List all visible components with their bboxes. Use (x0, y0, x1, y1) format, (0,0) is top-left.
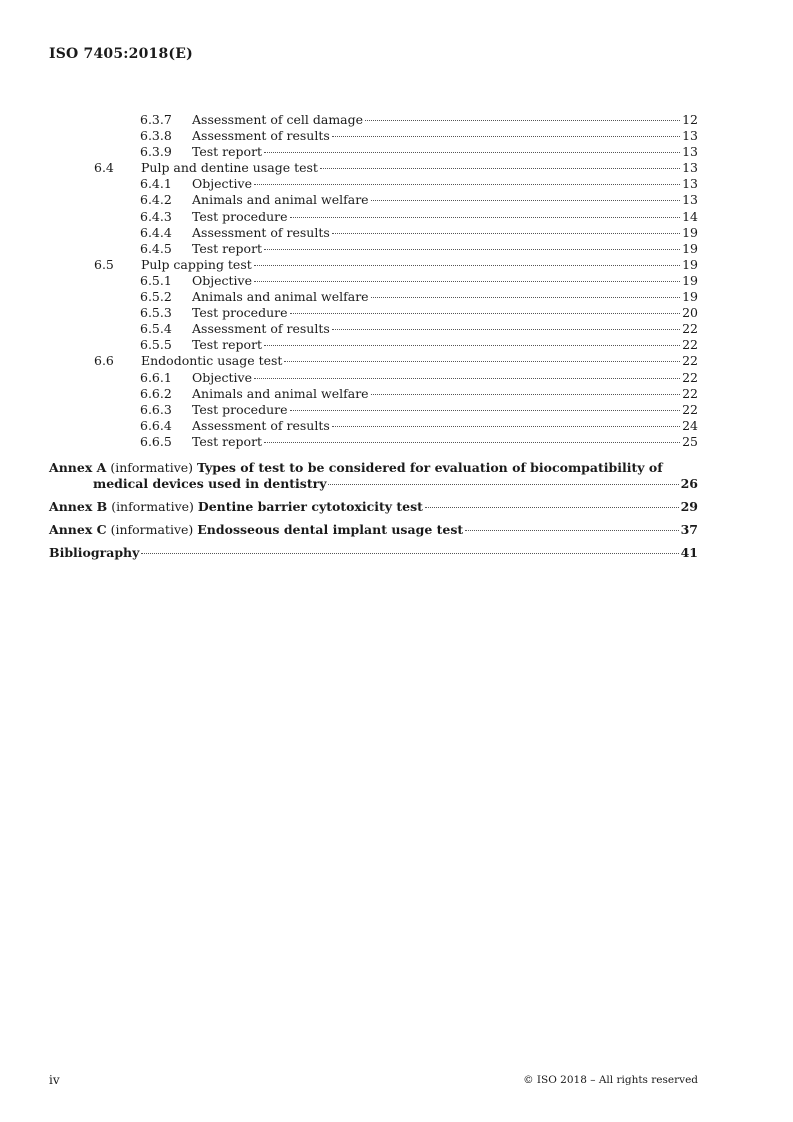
annex-c-label: Annex C (49, 522, 107, 538)
leader-dots (320, 168, 680, 169)
toc-entry-number: 6.4.3 (140, 208, 172, 224)
toc-entry-number: 6.4.2 (140, 192, 172, 208)
annex-a-label: Annex A (49, 459, 107, 475)
toc-entry-6-5-2[interactable] (49, 289, 698, 305)
footer-page-number: iv (49, 1073, 60, 1087)
toc-entry-title: Assessment of results (192, 417, 330, 433)
toc-entry-number: 6.6 (94, 353, 114, 369)
toc-entry-6-4[interactable] (49, 160, 698, 176)
annex-c-title: Endosseous dental implant usage test (197, 522, 464, 538)
annex-a-kind: (informative) (110, 459, 194, 475)
toc-entry-number: 6.3.7 (140, 112, 172, 127)
toc-entry-page: 19 (682, 224, 698, 240)
toc-entry-number: 6.6.5 (140, 433, 172, 449)
leader-dots (290, 410, 681, 411)
toc-entry-page: 13 (682, 160, 698, 176)
toc-entry-6-6-1[interactable] (49, 370, 698, 386)
bibliography-title: Bibliography (49, 545, 140, 561)
leader-dots (290, 313, 681, 314)
toc-entry-number: 6.5.5 (140, 337, 172, 353)
footer-copyright: © ISO 2018 – All rights reserved (523, 1074, 698, 1086)
toc-entry-title: Assessment of results (192, 321, 330, 337)
toc-entry-page: 13 (682, 144, 698, 160)
annex-c-page: 37 (680, 522, 698, 538)
toc-entry-6-5-5[interactable] (49, 337, 698, 353)
toc-entry-number: 6.5.4 (140, 321, 172, 337)
toc-entry-6-6-3[interactable] (49, 402, 698, 418)
leader-dots (365, 120, 680, 121)
toc-entry-6-5-4[interactable] (49, 321, 698, 337)
toc-entry-page: 12 (682, 112, 698, 127)
toc-entry-6-6-2[interactable] (49, 386, 698, 402)
toc-entry-6-4-4[interactable] (49, 225, 698, 241)
toc-entry-title: Pulp and dentine usage test (141, 160, 318, 176)
toc-entry-6-6[interactable] (49, 353, 698, 369)
leader-dots (141, 553, 678, 554)
toc-entry-number: 6.6.1 (140, 369, 172, 385)
toc-entry-page: 20 (682, 305, 698, 321)
leader-dots (332, 426, 680, 427)
annex-list (49, 453, 698, 561)
leader-dots (254, 378, 680, 379)
toc-annex-c[interactable] (49, 522, 698, 538)
toc-entry-6-3-7[interactable] (49, 112, 698, 128)
toc-entry-page: 13 (682, 176, 698, 192)
toc-annex-b[interactable] (49, 499, 698, 515)
toc-entry-title: Animals and animal welfare (192, 192, 369, 208)
toc-entry-title: Endodontic usage test (141, 353, 283, 369)
annex-b-page: 29 (680, 499, 698, 515)
toc-entry-number: 6.4 (94, 160, 114, 176)
toc-bibliography[interactable] (49, 545, 698, 561)
leader-dots (425, 507, 679, 508)
toc-entry-6-4-5[interactable] (49, 241, 698, 257)
toc-entry-title: Test report (192, 240, 263, 256)
toc-entry-title: Assessment of cell damage (192, 112, 364, 127)
leader-dots (371, 200, 681, 201)
annex-b-kind: (informative) (111, 499, 194, 515)
leader-dots (264, 442, 680, 443)
annex-b-label: Annex B (49, 499, 108, 515)
toc-entry-title: Test report (192, 144, 263, 160)
toc-entry-number: 6.3.8 (140, 128, 172, 144)
toc-entry-6-6-4[interactable] (49, 418, 698, 434)
toc-entry-page: 19 (682, 272, 698, 288)
toc-entry-6-6-5[interactable] (49, 434, 698, 450)
toc-entry-number: 6.3.9 (140, 144, 172, 160)
toc-entry-number: 6.4.4 (140, 224, 172, 240)
leader-dots (264, 152, 680, 153)
leader-dots (332, 329, 680, 330)
leader-dots (332, 136, 680, 137)
document-id-header: ISO 7405:2018(E) (49, 46, 193, 62)
toc-entry-title: Test procedure (192, 305, 288, 321)
toc-entry-title: Test procedure (192, 401, 288, 417)
toc-entry-page: 13 (682, 128, 698, 144)
toc-entry-title: Pulp capping test (141, 256, 252, 272)
toc-entry-title: Objective (192, 272, 253, 288)
table-of-contents (49, 112, 698, 561)
toc-entry-title: Animals and animal welfare (192, 289, 369, 305)
toc-entry-6-3-8[interactable] (49, 128, 698, 144)
leader-dots (264, 345, 680, 346)
toc-annex-a[interactable] (49, 460, 698, 492)
leader-dots (264, 249, 680, 250)
toc-entry-number: 6.6.4 (140, 417, 172, 433)
toc-entry-title: Assessment of results (192, 224, 330, 240)
annex-c-kind: (informative) (110, 522, 194, 538)
toc-entry-page: 22 (682, 321, 698, 337)
toc-entry-page: 13 (682, 192, 698, 208)
toc-entry-page: 22 (682, 369, 698, 385)
toc-entry-title: Animals and animal welfare (192, 385, 369, 401)
toc-entry-page: 19 (682, 240, 698, 256)
leader-dots (465, 530, 678, 531)
toc-entry-number: 6.4.5 (140, 240, 172, 256)
leader-dots (328, 484, 678, 485)
toc-entry-page: 24 (682, 417, 698, 433)
leader-dots (371, 297, 681, 298)
toc-entry-number: 6.4.1 (140, 176, 172, 192)
toc-entry-6-5-1[interactable] (49, 273, 698, 289)
toc-entry-number: 6.5.3 (140, 305, 172, 321)
toc-entries (49, 112, 698, 450)
toc-entry-title: Test procedure (192, 208, 288, 224)
toc-entry-6-3-9[interactable] (49, 144, 698, 160)
leader-dots (254, 281, 680, 282)
toc-entry-number: 6.5.2 (140, 289, 172, 305)
toc-entry-title: Test report (192, 433, 263, 449)
toc-entry-title: Objective (192, 176, 253, 192)
toc-entry-page: 22 (682, 401, 698, 417)
toc-entry-page: 19 (682, 289, 698, 305)
leader-dots (290, 217, 681, 218)
annex-a-title-line1: Types of test to be considered for evaluation of biocompatibility of (197, 459, 663, 475)
toc-entry-number: 6.5.1 (140, 272, 172, 288)
annex-b-title: Dentine barrier cytotoxicity test (197, 499, 423, 515)
toc-entry-title: Assessment of results (192, 128, 330, 144)
toc-entry-page: 22 (682, 353, 698, 369)
toc-entry-page: 25 (682, 433, 698, 449)
toc-entry-6-4-2[interactable] (49, 192, 698, 208)
leader-dots (371, 394, 681, 395)
bibliography-page: 41 (680, 545, 698, 561)
leader-dots (254, 265, 680, 266)
leader-dots (332, 233, 680, 234)
toc-entry-page: 19 (682, 256, 698, 272)
toc-entry-6-4-1[interactable] (49, 176, 698, 192)
toc-entry-number: 6.6.2 (140, 385, 172, 401)
annex-a-page: 26 (680, 476, 698, 492)
annex-a-title-line2: medical devices used in dentistry (93, 476, 327, 492)
toc-entry-title: Objective (192, 369, 253, 385)
toc-entry-page: 22 (682, 337, 698, 353)
toc-entry-title: Test report (192, 337, 263, 353)
toc-entry-6-5[interactable] (49, 257, 698, 273)
leader-dots (284, 361, 680, 362)
toc-entry-6-5-3[interactable] (49, 305, 698, 321)
leader-dots (254, 184, 680, 185)
toc-entry-6-4-3[interactable] (49, 209, 698, 225)
toc-entry-page: 22 (682, 385, 698, 401)
toc-entry-number: 6.6.3 (140, 401, 172, 417)
toc-entry-number: 6.5 (94, 256, 114, 272)
toc-entry-page: 14 (682, 208, 698, 224)
